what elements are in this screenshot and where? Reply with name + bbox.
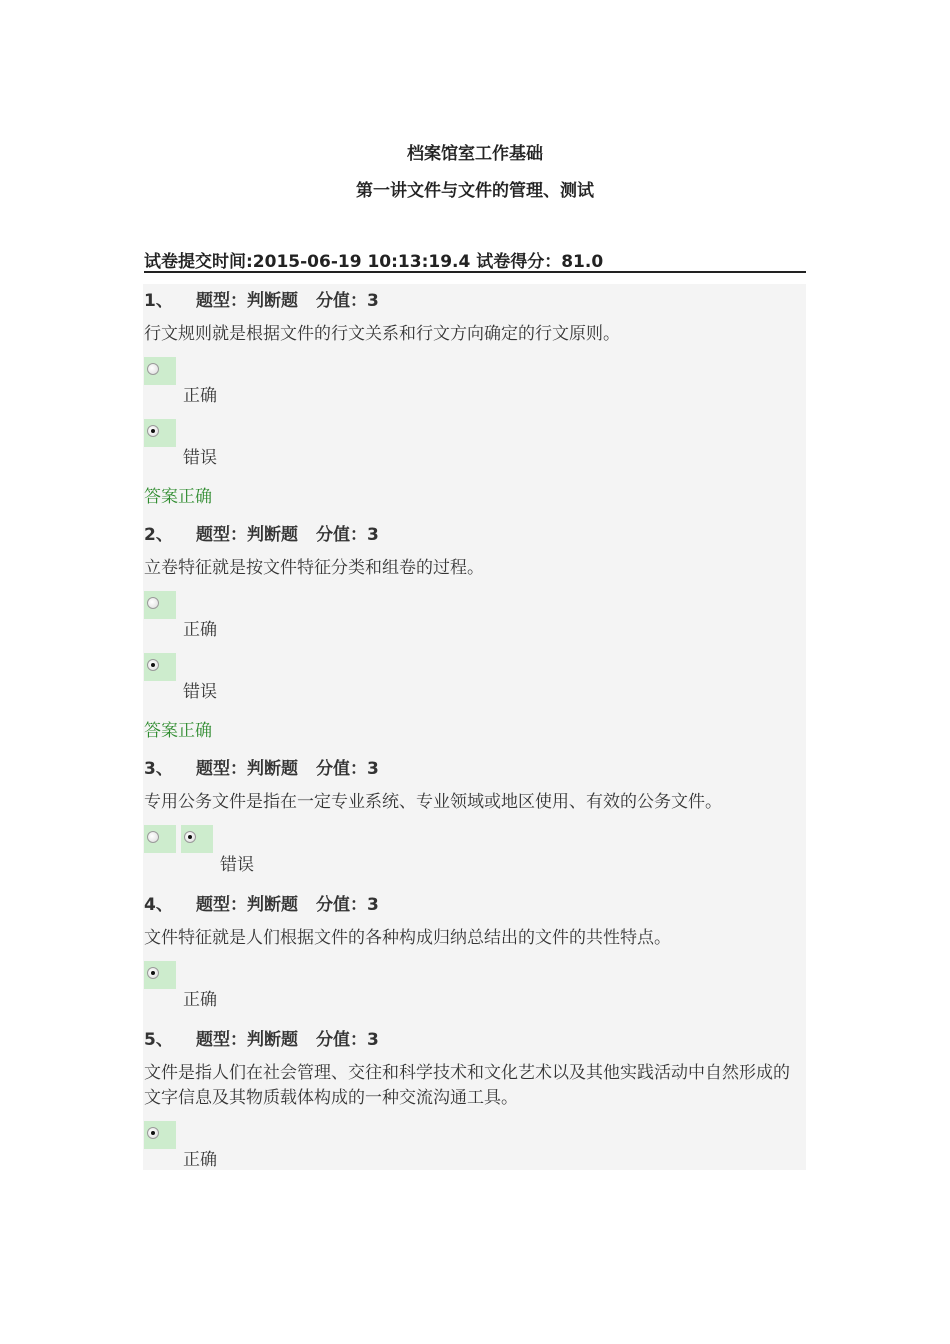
option-radio-box[interactable] bbox=[181, 825, 213, 853]
question-text: 专用公务文件是指在一定专业系统、专业领域或地区使用、有效的公务文件。 bbox=[144, 792, 722, 812]
radio-checked-icon[interactable] bbox=[147, 967, 159, 979]
question-text: 立卷特征就是按文件特征分类和组卷的过程。 bbox=[144, 558, 484, 578]
radio-unchecked-icon[interactable] bbox=[147, 363, 159, 375]
option-label: 错误 bbox=[220, 855, 254, 875]
option-label: 正确 bbox=[183, 620, 217, 640]
option-radio-box[interactable] bbox=[144, 825, 176, 853]
question-text: 行文规则就是根据文件的行文关系和行文方向确定的行文原则。 bbox=[144, 324, 620, 344]
option-radio-box[interactable] bbox=[144, 419, 176, 447]
question-number: 1、 bbox=[144, 291, 173, 311]
question-header bbox=[144, 890, 379, 915]
question-score: 分值：3 bbox=[316, 525, 379, 545]
question-type: 题型：判断题 bbox=[196, 895, 298, 915]
question-text: 文件特征就是人们根据文件的各种构成归纳总结出的文件的共性特点。 bbox=[144, 928, 671, 948]
question-type: 题型：判断题 bbox=[196, 1030, 298, 1050]
question-header bbox=[144, 754, 379, 779]
radio-unchecked-icon[interactable] bbox=[147, 597, 159, 609]
question-number: 3、 bbox=[144, 759, 173, 779]
option-radio-box[interactable] bbox=[144, 1121, 176, 1149]
question-text: 文件是指人们在社会管理、交往和科学技术和文化艺术以及其他实践活动中自然形成的文字信息及其物质载体构成的一种交流沟通工具。 bbox=[144, 1063, 790, 1108]
lecture-title: 第一讲文件与文件的管理、测试 bbox=[356, 181, 594, 201]
question-number: 2、 bbox=[144, 525, 173, 545]
radio-checked-icon[interactable] bbox=[184, 831, 196, 843]
question-score: 分值：3 bbox=[316, 895, 379, 915]
option-label: 正确 bbox=[183, 1150, 217, 1170]
course-title: 档案馆室工作基础 bbox=[407, 144, 543, 164]
radio-checked-icon[interactable] bbox=[147, 1127, 159, 1139]
option-label: 正确 bbox=[183, 386, 217, 406]
option-radio-box[interactable] bbox=[144, 653, 176, 681]
question-score: 分值：3 bbox=[316, 291, 379, 311]
question-type: 题型：判断题 bbox=[196, 525, 298, 545]
question-number: 5、 bbox=[144, 1030, 173, 1050]
question-header bbox=[144, 520, 379, 545]
question-header bbox=[144, 1025, 379, 1050]
radio-checked-icon[interactable] bbox=[147, 659, 159, 671]
question-score: 分值：3 bbox=[316, 759, 379, 779]
radio-checked-icon[interactable] bbox=[147, 425, 159, 437]
question-type: 题型：判断题 bbox=[196, 759, 298, 779]
question-type: 题型：判断题 bbox=[196, 291, 298, 311]
option-radio-box[interactable] bbox=[144, 961, 176, 989]
option-radio-box[interactable] bbox=[144, 591, 176, 619]
question-number: 4、 bbox=[144, 895, 173, 915]
answer-result: 答案正确 bbox=[144, 721, 212, 741]
question-score: 分值：3 bbox=[316, 1030, 379, 1050]
option-label: 错误 bbox=[183, 448, 217, 468]
answer-result: 答案正确 bbox=[144, 487, 212, 507]
option-label: 错误 bbox=[183, 682, 217, 702]
question-header bbox=[144, 286, 379, 311]
radio-unchecked-icon[interactable] bbox=[147, 831, 159, 843]
submit-info: 试卷提交时间:2015-06-19 10:13:19.4 试卷得分：81.0 bbox=[144, 247, 806, 273]
option-radio-box[interactable] bbox=[144, 357, 176, 385]
option-label: 正确 bbox=[183, 990, 217, 1010]
